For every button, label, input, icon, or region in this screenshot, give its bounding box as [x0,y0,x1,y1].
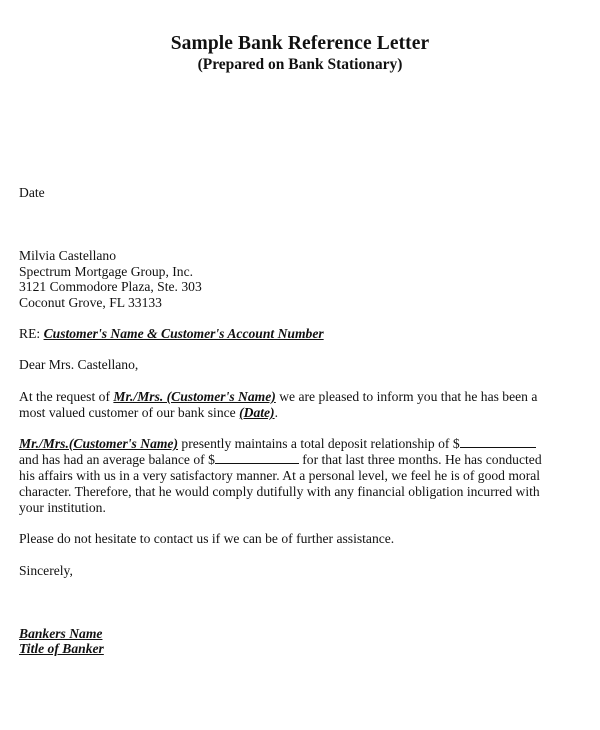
para2-line4: character. Therefore, that he would comply dutifully with any financial obligation incurred with [19,484,540,499]
recipient-address-line1: 3121 Commodore Plaza, Ste. 303 [19,279,202,294]
para1-line2 [19,405,278,421]
date-field: (Date) [239,405,275,420]
signature-title: Title of Banker [19,641,104,656]
para2-line2 [19,452,542,468]
para1-text-a: At the request of [19,389,110,404]
para2-line3: his affairs with us in a very satisfactory manner. At a personal level, we feel he is of good moral [19,468,541,483]
para1-line1 [19,389,537,405]
para1-text-d: . [274,405,278,420]
customer-name-field-2: Mr./Mrs.(Customer's Name) [19,436,178,451]
re-subject-field: Customer's Name & Customer's Account Number [43,326,324,341]
para3: Please do not hesitate to contact us if we can be of further assistance. [19,531,395,546]
signature-name: Bankers Name [19,626,103,641]
deposit-amount-blank [460,436,536,448]
para2-text-c: for that last three months. He has conducted [302,452,542,467]
date-label: Date [19,185,45,200]
customer-name-field: Mr./Mrs. (Customer's Name) [113,389,276,404]
para2-line5: your institution. [19,500,106,515]
re-prefix: RE: [19,326,41,341]
para1-text-b: we are pleased to inform you that he has been a [279,389,538,404]
recipient-address-line2: Coconut Grove, FL 33133 [19,295,162,310]
average-balance-blank [215,452,299,464]
salutation: Dear Mrs. Castellano, [19,357,139,372]
recipient-name: Milvia Castellano [19,248,117,263]
para1-text-c: most valued customer of our bank since [19,405,236,420]
recipient-company: Spectrum Mortgage Group, Inc. [19,264,194,279]
document-title: Sample Bank Reference Letter [170,33,430,54]
closing: Sincerely, [19,563,73,578]
re-line [19,326,324,342]
document-subtitle: (Prepared on Bank Stationary) [197,56,403,73]
para2-text-a: presently maintains a total deposit relationship of $ [181,436,460,451]
para2-line1 [19,436,536,452]
para2-text-b: and has had an average balance of $ [19,452,215,467]
